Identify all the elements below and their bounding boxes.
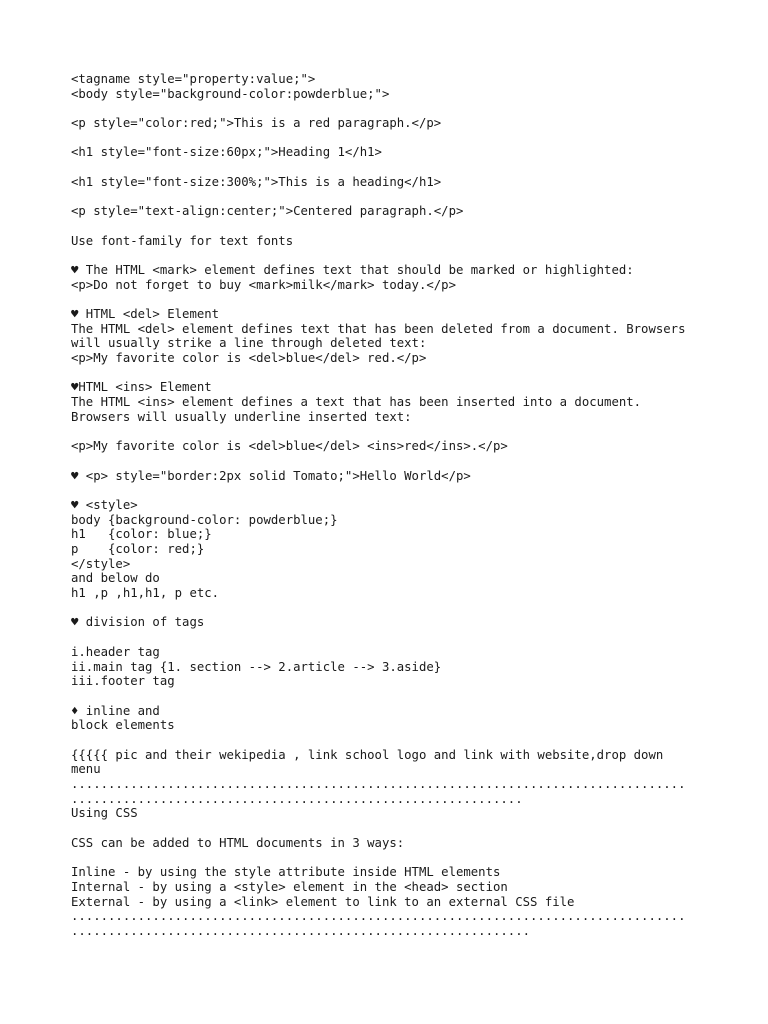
text-line: <h1 style="font-size:60px;">Heading 1</h1> <box>71 145 382 160</box>
blank-line <box>71 101 731 116</box>
text-line: ♥ division of tags <box>71 615 205 630</box>
text-line: ♥ The HTML <mark> element defines text that should be marked or highlighted: <box>71 262 634 277</box>
text-line: ♥ <p> style="border:2px solid Tomato;">Hello World</p> <box>71 468 471 483</box>
text-line: ♥ HTML <del> Element <box>71 307 220 321</box>
text-line: </style> <box>71 556 131 571</box>
text-line: <p style="color:red;">This is a red paragraph.</p> <box>71 116 442 131</box>
text-line: h1 ,p ,h1,h1, p etc. <box>71 586 220 601</box>
blank-line <box>71 248 731 263</box>
text-line: ♥ <style> <box>71 497 138 512</box>
blank-line <box>71 190 731 205</box>
text-line: Using CSS <box>71 806 138 821</box>
text-line: i.header tag <box>71 644 160 659</box>
text-line: ............................................................. <box>71 791 523 806</box>
text-line: h1 {color: blue;} <box>71 527 212 542</box>
text-line: ♦ inline and <box>71 703 160 718</box>
text-line: Browsers will usually underline inserted text: <box>71 409 412 424</box>
text-line: ................................................................................... <box>71 909 686 924</box>
text-line: The HTML <ins> element defines a text that has been inserted into a document. <box>71 395 642 410</box>
text-line: block elements <box>71 718 175 733</box>
text-line: {{{{{ pic and their wekipedia , link school logo and link with website,drop down <box>71 747 664 762</box>
text-line: body {background-color: powderblue;} <box>71 512 338 527</box>
blank-line <box>71 160 731 175</box>
blank-line <box>71 733 731 748</box>
blank-line <box>71 366 731 381</box>
text-line: <p>Do not forget to buy <mark>milk</mark> today.</p> <box>71 277 456 292</box>
blank-line <box>71 483 731 498</box>
blank-line <box>71 425 731 440</box>
blank-line <box>71 131 731 146</box>
text-line: <body style="background-color:powderblue;"> <box>71 86 390 101</box>
text-line: <h1 style="font-size:300%;">This is a heading</h1> <box>71 174 442 189</box>
text-line: will usually strike a line through deleted text: <box>71 336 427 351</box>
text-line: .............................................................. <box>71 923 531 938</box>
text-line: ................................................................................... <box>71 777 686 791</box>
blank-line <box>71 630 731 645</box>
blank-line <box>71 292 731 307</box>
text-line: <p style="text-align:center;">Centered paragraph.</p> <box>71 204 464 219</box>
text-line: menu <box>71 762 101 777</box>
blank-line <box>71 601 731 616</box>
text-line: and below do <box>71 571 160 586</box>
text-line: ii.main tag {1. section --> 2.article --> 3.aside} <box>71 659 442 674</box>
text-line: Inline - by using the style attribute inside HTML elements <box>71 865 501 880</box>
text-line: <p>My favorite color is <del>blue</del> <ins>red</ins>.</p> <box>71 439 508 454</box>
text-line: CSS can be added to HTML documents in 3 ways: <box>71 835 405 850</box>
text-line: External - by using a <link> element to link to an external CSS file <box>71 894 575 909</box>
text-line: <p>My favorite color is <del>blue</del> red.</p> <box>71 351 427 366</box>
blank-line <box>71 219 731 234</box>
document-body <box>71 72 731 939</box>
blank-line <box>71 850 731 865</box>
text-line: Internal - by using a <style> element in the <head> section <box>71 879 508 894</box>
blank-line <box>71 821 731 836</box>
text-line: iii.footer tag <box>71 674 175 689</box>
blank-line <box>71 454 731 469</box>
text-line: ♥HTML <ins> Element <box>71 380 212 395</box>
text-line: <tagname style="property:value;"> <box>71 72 316 86</box>
text-line: p {color: red;} <box>71 542 205 556</box>
blank-line <box>71 689 731 704</box>
text-line: The HTML <del> element defines text that has been deleted from a document. Browsers <box>71 321 686 336</box>
text-line: Use font-family for text fonts <box>71 233 294 248</box>
